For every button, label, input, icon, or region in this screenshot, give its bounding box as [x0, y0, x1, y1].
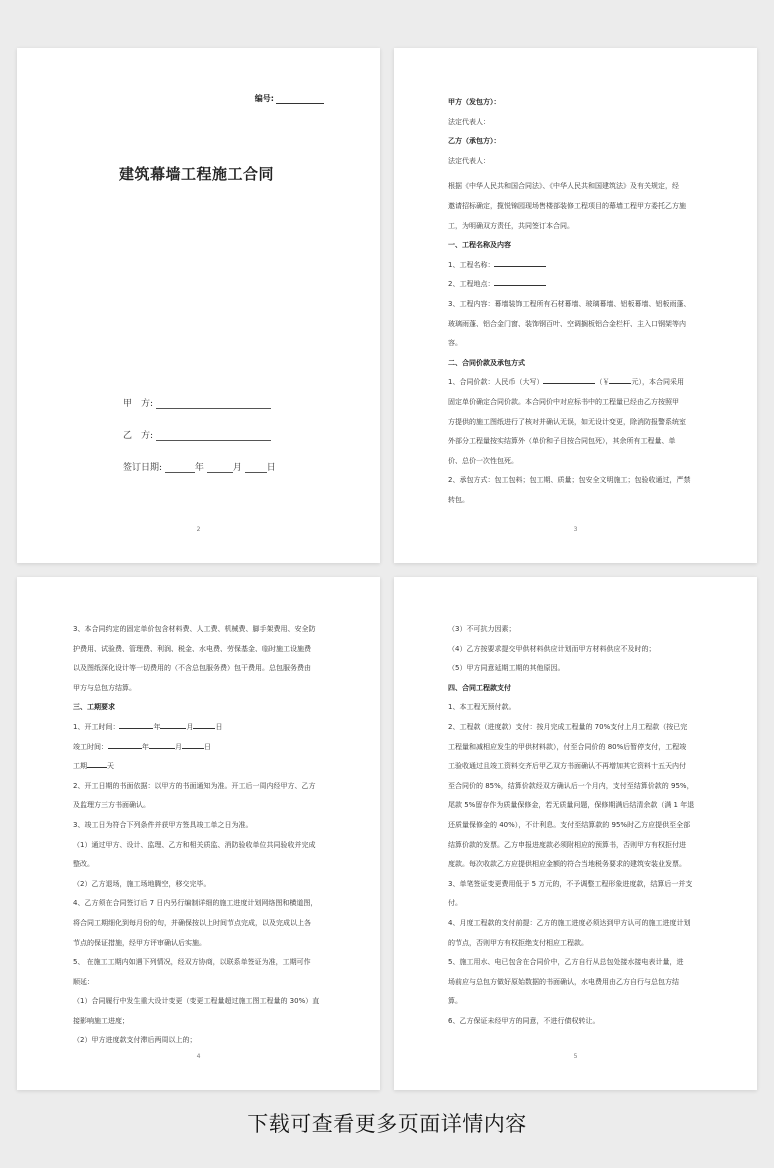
end-year-blank — [108, 741, 142, 749]
text-line: 6、乙方保证未经甲方的同意，不进行债权转让。 — [448, 1016, 600, 1025]
text-line: 外部分工程量按实结算外（单价和子目按合同包死），其余所有工程量、单 — [448, 437, 676, 446]
text-line: 乙方（承包方）： — [448, 137, 501, 146]
price-text: （￥ — [595, 378, 610, 387]
document-page-4 — [394, 577, 757, 1090]
text-line: 以及图纸深化设计等一切费用的（不含总包服务费）包干费用。总包服务费由 — [73, 664, 311, 673]
text-line — [73, 718, 330, 738]
party-a-field — [123, 396, 271, 409]
project-name-blank — [494, 259, 546, 267]
field-label: 竣工时间： — [73, 742, 108, 751]
text-line: 至合同价的 85%，结算价款经双方确认后一个月内，支付至结算价款的 95%， — [448, 781, 694, 790]
text-line: 邀请招标确定，揽悦锦园现场售楼部装修工程项目的幕墙工程甲方委托乙方施 — [448, 201, 686, 210]
text-line: （1）通过甲方、设计、监理、乙方和相关质监、消防验收单位共同验收并完成 — [73, 840, 316, 849]
party-b-field — [123, 428, 271, 441]
text-line: 护费用、试验费、管理费、利润、税金、水电费、劳保基金、临时施工设施费 — [73, 644, 311, 653]
text-line: 节点的保证措施，经甲方评审确认后实施。 — [73, 938, 206, 947]
text-line: 方提供的施工图纸进行了核对并确认无误，如无设计变更，除消防报警系统室 — [448, 417, 686, 426]
text-line: 3、竣工日为符合下列条件并获甲方签具竣工单之日为准。 — [73, 820, 253, 829]
end-day-blank — [182, 741, 204, 749]
page-body — [448, 620, 707, 1031]
text-line: 转包。 — [448, 495, 469, 504]
page-number: 4 — [196, 1053, 201, 1060]
date-unit: 年 — [142, 742, 149, 751]
section-heading: 四、合同工程款支付 — [448, 683, 511, 692]
text-line: 2、开工日期的书面依据：以甲方的书面通知为准。开工后一周内经甲方、乙方 — [73, 781, 316, 790]
sign-date-field — [123, 460, 276, 473]
sign-month-blank — [207, 463, 233, 473]
party-b-label: 乙 方: — [123, 431, 154, 441]
text-line — [448, 373, 707, 393]
text-line: 工验收通过且竣工资料交齐后甲乙双方书面确认不再增加其它资料十五天内付 — [448, 762, 686, 771]
text-line: （1）合同履行中发生重大设计变更（变更工程量超过施工图工程量的 30%）直 — [73, 997, 320, 1006]
field-label: 1、工程名称： — [448, 260, 495, 269]
text-line: 场前应与总包方做好原始数据的书面确认，水电费用由乙方自行与总包方结 — [448, 977, 679, 986]
text-line: 玻璃雨蓬、铝合金门窗、装饰钢百叶、空调搁板铝合金栏杆、主入口钢架等内 — [448, 319, 686, 328]
text-line: 5、 在施工工期内如遇下列情况，经双方协商，以联系单签证为准，工期可作 — [73, 958, 311, 967]
document-title: 建筑幕墙工程施工合同 — [119, 165, 275, 183]
text-line: 顺延： — [73, 977, 94, 986]
text-line: （2）甲方进度款支付滞后两周以上的； — [73, 1036, 197, 1045]
text-line: （3）不可抗力因素； — [448, 625, 516, 633]
text-line — [73, 738, 330, 758]
start-day-blank — [193, 721, 215, 729]
page-body — [448, 93, 707, 510]
date-unit: 月 — [186, 722, 194, 731]
field-label: 1、合同价款：人民币（大写） — [448, 378, 544, 387]
field-label: 1、开工时间： — [73, 722, 120, 731]
duration-blank — [87, 760, 107, 768]
start-year-blank — [119, 721, 153, 729]
text-line: 及监理方三方书面确认。 — [73, 801, 150, 810]
date-unit: 月 — [175, 742, 182, 751]
sign-year-unit: 年 — [194, 463, 204, 473]
sign-year-blank — [165, 463, 195, 473]
date-unit: 年 — [153, 722, 161, 731]
text-line: （2）乙方退场，施工场地腾空，移交完毕。 — [73, 879, 211, 888]
text-line: 算。 — [448, 997, 462, 1006]
project-location-blank — [494, 278, 546, 286]
start-month-blank — [160, 721, 186, 729]
text-line: 结算价款的发票。乙方申报进度款必须附相应的预算书，否则甲方有权拒付进 — [448, 840, 686, 849]
duration-unit: 天 — [107, 762, 114, 771]
text-line — [448, 256, 707, 276]
section-heading: 三、工期要求 — [73, 703, 115, 712]
page-number: 5 — [573, 1053, 578, 1060]
text-line: 3、工程内容：幕墙装饰工程所有石材幕墙、玻璃幕墙、铝板幕墙、铝板雨蓬、 — [448, 299, 691, 308]
text-line: 1、本工程无预付款。 — [448, 703, 516, 712]
page-number: 2 — [196, 526, 201, 533]
price-text: 元），本合同采用 — [631, 378, 684, 387]
text-line: 工，为明确双方责任，共同签订本合同。 — [448, 221, 574, 230]
text-line: 容。 — [448, 339, 462, 348]
text-line: 将合同工期细化到每月份的旬，并确保按以上时间节点完成，以及完成以上各 — [73, 918, 311, 927]
sign-date-label: 签订日期: — [123, 463, 163, 473]
end-month-blank — [149, 741, 175, 749]
text-line: 4、月度工程款的支付前提：乙方的施工进度必须达到甲方认可的施工进度计划 — [448, 918, 691, 927]
text-line: 工程量和减相应发生的甲供材料款），付至合同价的 80%后暂停支付，工程竣 — [448, 742, 687, 751]
text-line: 3、本合同约定的固定单价包含材料费、人工费、机械费、脚手架费用、安全防 — [73, 625, 316, 633]
text-line: 根据《中华人民共和国合同法》、《中华人民共和国建筑法》及有关规定，经 — [448, 182, 679, 191]
price-number-blank — [609, 376, 631, 384]
document-page-2 — [394, 48, 757, 563]
text-line: 甲方（发包方）： — [448, 98, 501, 106]
section-heading: 二、合同价款及承包方式 — [448, 358, 525, 367]
text-line: 5、施工用水、电已包含在合同价中，乙方自行从总包处接水接电表计量，进 — [448, 958, 684, 967]
text-line: 付。 — [448, 899, 462, 908]
text-line: 接影响施工进度； — [73, 1016, 129, 1025]
text-line — [73, 757, 330, 777]
download-more-caption: 下载可查看更多页面详情内容 — [247, 1112, 527, 1136]
text-line: 整改。 — [73, 860, 94, 869]
text-line — [448, 275, 707, 295]
contract-number — [255, 93, 324, 104]
document-page-3 — [17, 577, 380, 1090]
text-line: 法定代表人： — [448, 117, 490, 126]
text-line: 3、单笔签证变更费用低于 5 万元的，不予调整工程形象进度款，结算后一并支 — [448, 879, 693, 888]
party-a-blank — [156, 399, 271, 409]
text-line: （4）乙方按要求提交甲供材料供应计划而甲方材料供应不及时的； — [448, 644, 656, 653]
date-unit: 日 — [204, 742, 211, 751]
contract-number-label: 编号: — [254, 94, 274, 103]
date-unit: 日 — [215, 722, 223, 731]
field-label: 2、工程地点： — [448, 280, 495, 289]
text-line: 的节点，否则甲方有权拒绝支付相应工程款。 — [448, 938, 588, 947]
text-line: 法定代表人： — [448, 156, 490, 165]
party-b-blank — [156, 431, 271, 441]
text-line: 2、工程款（进度款）支付：按月完成工程量的 70%支付上月工程款（按已完 — [448, 722, 688, 731]
text-line: 价、总价一次性包死。 — [448, 456, 518, 465]
contract-number-blank — [276, 95, 324, 104]
text-line: 甲方与总包方结算。 — [73, 683, 136, 692]
text-line: 2、承包方式：包工包料；包工期、质量；包安全文明施工；包验收通过，严禁 — [448, 476, 691, 485]
text-line: 度款。每次收款乙方应提供相应金额的符合当地税务要求的建筑安装业发票。 — [448, 860, 686, 869]
sign-month-unit: 月 — [232, 463, 242, 473]
text-line: 还质量保修金的 40%），不计利息。支付至结算款的 95%时乙方应提供至全部 — [448, 820, 691, 829]
page-body — [73, 620, 330, 1051]
price-words-blank — [543, 376, 595, 384]
text-line: 固定单价确定合同价款。本合同价中对应标书中的工程量已经由乙方按照甲 — [448, 397, 679, 406]
sign-day-unit: 日 — [266, 463, 276, 473]
party-a-label: 甲 方: — [123, 399, 154, 409]
text-line: （5）甲方同意延期工期的其他原因。 — [448, 664, 565, 673]
text-line: 4、乙方须在合同签订后 7 日内另行编制详细的施工进度计划网络图和横道图， — [73, 899, 318, 908]
sign-day-blank — [245, 463, 267, 473]
page-number: 3 — [573, 526, 578, 533]
field-label: 工期 — [73, 762, 87, 771]
section-heading: 一、工程名称及内容 — [448, 241, 511, 250]
document-page-cover — [17, 48, 380, 563]
text-line: 尾款 5%留存作为质量保修金，若无质量问题，保修期满后结清余款（满 1 年退 — [448, 801, 695, 810]
